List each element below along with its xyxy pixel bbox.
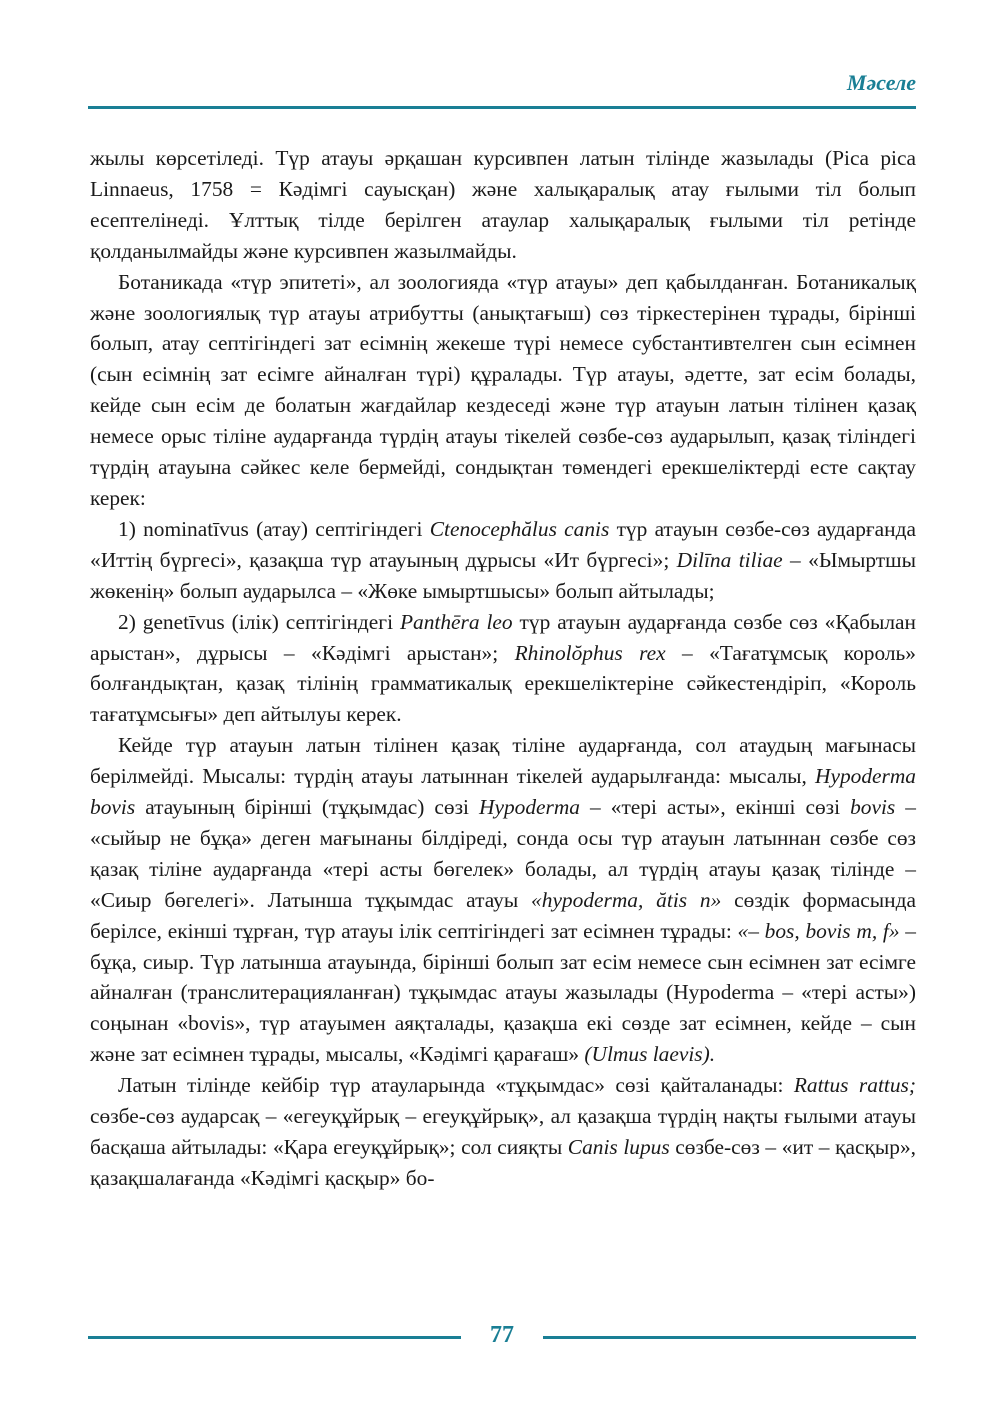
latin-term: bovis <box>850 795 896 820</box>
text-run: түр атауын аударғанда сөзбе сөз «Қабылан арыстан», дұрысы – «Кәдімгі арыстан»; <box>90 609 917 665</box>
section-title: Мәселе <box>846 70 916 95</box>
latin-term: «hypoderma, ătis n» <box>531 887 722 912</box>
latin-term: Hypoderma bovis <box>90 764 916 820</box>
paragraph <box>90 267 916 514</box>
latin-term: Dilīna tiliae <box>676 547 783 572</box>
paragraph <box>90 607 916 731</box>
text-run: – «Ымыртшы жөкенің» болып аударылса – «Жөке ымыртшысы» болып айтылады; <box>90 547 916 603</box>
text-run: атауының бірінші (тұқымдас) сөзі <box>135 795 479 820</box>
text-run: Ботаникада «түр эпитеті», ал зоологияда «түр атауы» деп қабылданған. Ботаникалық және зоологиялық түр атауы атрибутты (анықтағыш) сөз тіркестерінен тұрады, бірінші болып, атау септігіндегі зат есімнің жекеше түрі немесе субстантивтелген сын есімнен (сын есімнің зат есімге айналған түрі) құралады. Түр атауы, әдетте, зат есім болады, кейде сын есім де болатын жағдайлар кездеседі және түр атауын латын тілінен қазақ немесе орыс тіліне аударғанда түрдің атауы тікелей сөзбе-сөз аударылып, қазақ тіліндегі түрдің атауына сәйкес келе бермейді, сондықтан төмендегі ерекшеліктерді есте сақтау керек: <box>90 269 916 510</box>
latin-term: Hypoderma <box>479 795 580 820</box>
paragraph <box>90 1070 916 1194</box>
text-run: Кейде түр атауын латын тілінен қазақ тіліне аударғанда, сол атаудың мағынасы берілмейді. Мысалы: түрдің атауы латыннан тікелей аударылғанда: мысалы, <box>90 733 916 789</box>
text-run: – «Тағатұмсық король» болғандықтан, қазақ тілінің грамматикалық ерекшеліктеріне сәйкестендіріп, «Король тағатұмсығы» деп айтылуы керек. <box>90 640 917 727</box>
text-run: сөзбе-сөз – «ит – қасқыр», қазақшалағанда «Кәдімгі қасқыр» бо- <box>90 1135 916 1190</box>
text-run: – «сыйыр не бұқа» деген мағынаны білдіреді, сонда осы түр атауын латыннан сөзбе сөз қазақ тіліне аударғанда «тері асты бөгелек» болады, ал түрдің атауы қазақ тілінде – «Сиыр бөгелегі». Латынша тұқымдас атауы <box>90 795 916 912</box>
latin-term: Canis lupus <box>567 1135 670 1159</box>
latin-term: Rattus rattus; <box>793 1073 916 1098</box>
header-divider <box>88 106 916 109</box>
footer-divider-left <box>88 1336 461 1339</box>
body-text <box>90 143 916 1194</box>
text-run: сөзбе-сөз аударсақ – «егеуқұйрық – егеуқұйрық», ал қазақша түрдің нақты ғылыми атауы басқаша айтылады: «Қара егеуқұйрық»; сол сияқты <box>90 1104 916 1159</box>
latin-term: Rhinolŏphus rex <box>514 640 666 665</box>
text-run: сөздік формасында берілсе, екінші тұрған, түр атауы ілік септігіндегі зат есімнен тұрады: <box>90 887 917 943</box>
latin-term: Ctenocephălus canis <box>429 516 610 541</box>
footer-divider-right <box>543 1336 916 1339</box>
page-number: 77 <box>490 1322 514 1348</box>
text-run: – бұқа, сиыр. Түр латынша атауында, бірінші болып зат есім немесе сын есімнен зат есімге айналған (транслитерацияланған) тұқымдас атауы жазылады (Hypoderma – «тері асты») соңынан «bovis», түр атауымен аяқталады, қазақша екі сөзде зат есімнен, кейде – сын және зат есімнен тұрады, мысалы, «Кәдімгі қарағаш» <box>90 918 917 1067</box>
text-run: түр атауын сөзбе-сөз аударғанда «Иттің бүргесі», қазақша түр атауының дұрысы «Ит бүргесі»; <box>90 516 916 572</box>
paragraph <box>90 730 916 1070</box>
latin-term: «– bos, bovis m, f» <box>737 918 900 943</box>
text-run: – «тері асты», екінші сөзі <box>580 795 851 820</box>
text-run: Латын тілінде кейбір түр атауларында «тұқымдас» сөзі қайталанады: <box>118 1073 794 1098</box>
paragraph <box>90 143 916 267</box>
text-run: 2) genetīvus (ілік) септігіндегі <box>118 609 400 634</box>
paragraph <box>90 514 916 607</box>
text-run: 1) nominatīvus (атау) септігіндегі <box>118 516 430 541</box>
text-run: жылы көрсетіледі. Түр атауы әрқашан курсивпен латын тілінде жазылады (Pica pica Linnaeus, 1758 = Кәдімгі сауысқан) және халықаралық атау ғылыми тіл болып есептелінеді. Ұлттық тілде берілген атаулар халықаралық ғылыми тіл ретінде қолданылмайды және курсивпен жазылмайды. <box>90 146 916 263</box>
latin-term: (Ulmus laevis). <box>584 1042 716 1067</box>
latin-term: Panthēra leo <box>399 609 513 634</box>
